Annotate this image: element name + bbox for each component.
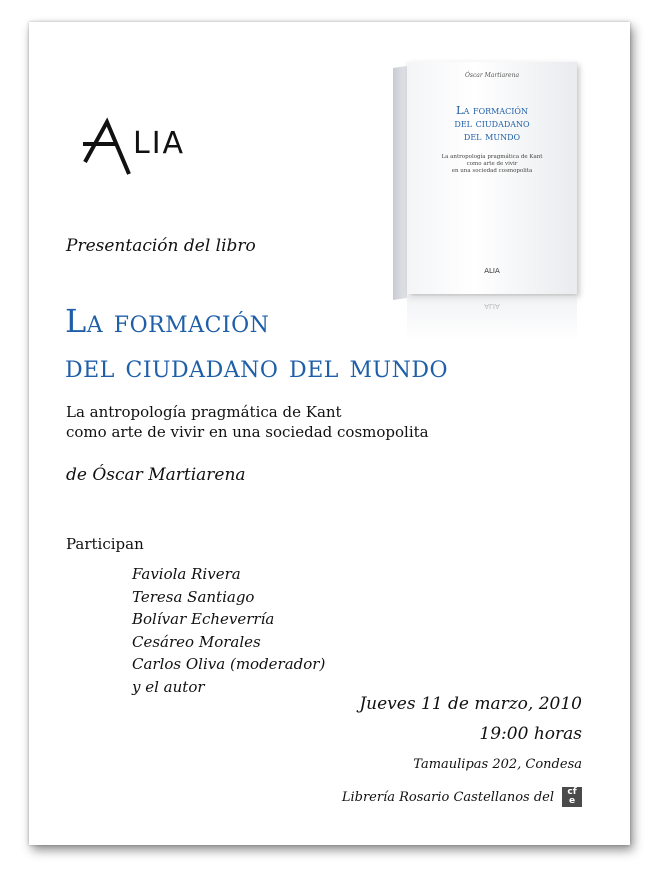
participant-item: Bolívar Echeverría: [132, 610, 275, 628]
venue-name: Librería Rosario Castellanos del: [341, 789, 554, 805]
alia-logo: [81, 114, 201, 178]
book-cover-title-line3: del mundo: [463, 129, 521, 143]
event-time: 19:00 horas: [479, 724, 582, 744]
event-date: Jueves 11 de marzo, 2010: [359, 694, 582, 714]
book-spine: [393, 66, 407, 300]
book-cover-subtitle-line2: como arte de vivir: [466, 161, 518, 167]
book-subtitle-line2: como arte de vivir en una sociedad cosmopolita: [66, 423, 429, 441]
participant-item: Teresa Santiago: [132, 587, 255, 606]
book-cover-title: [407, 104, 577, 143]
book-reflection-logo: ALIA: [484, 302, 500, 310]
book-cover-logo: ALIA: [484, 267, 500, 275]
participant-item: Carlos Oliva (moderador): [132, 655, 326, 673]
book-cover-title-line2: del ciudadano: [454, 116, 530, 130]
flyer-page: [29, 22, 630, 845]
book-title-line2: del ciudadano del mundo: [65, 347, 449, 385]
book-author: de Óscar Martiarena: [66, 465, 246, 485]
book-title-line1: La formación: [65, 302, 270, 340]
book-cover-subtitle-line1: La antropología pragmática de Kant: [441, 154, 543, 160]
participants-heading: Participan: [66, 535, 144, 553]
book-cover-title-line1: La formación: [455, 103, 528, 117]
alia-logo-text: LIA: [133, 126, 186, 161]
participant-item: y el autor: [132, 677, 205, 696]
fce-logo-line2: e: [568, 796, 576, 806]
participant-item: Cesáreo Morales: [132, 632, 261, 651]
book-front: [407, 62, 577, 294]
book-cover-subtitle-line3: en una sociedad cosmopolita: [451, 168, 533, 174]
venue-row: [342, 787, 582, 807]
intro-text: Presentación del libro: [66, 236, 256, 256]
fce-logo-line1: cf: [567, 787, 577, 797]
book-subtitle: [66, 402, 429, 442]
fce-logo: [562, 787, 582, 807]
book-cover-author: Óscar Martiarena: [464, 72, 520, 79]
book-cover-image: [393, 54, 603, 344]
event-address: Tamaulipas 202, Condesa: [413, 757, 582, 772]
book-subtitle-line1: La antropología pragmática de Kant: [66, 403, 342, 421]
book-reflection: [407, 296, 577, 341]
participants-list: [132, 563, 325, 698]
participant-item: Faviola Rivera: [132, 565, 241, 583]
book-cover-subtitle: [407, 154, 577, 175]
